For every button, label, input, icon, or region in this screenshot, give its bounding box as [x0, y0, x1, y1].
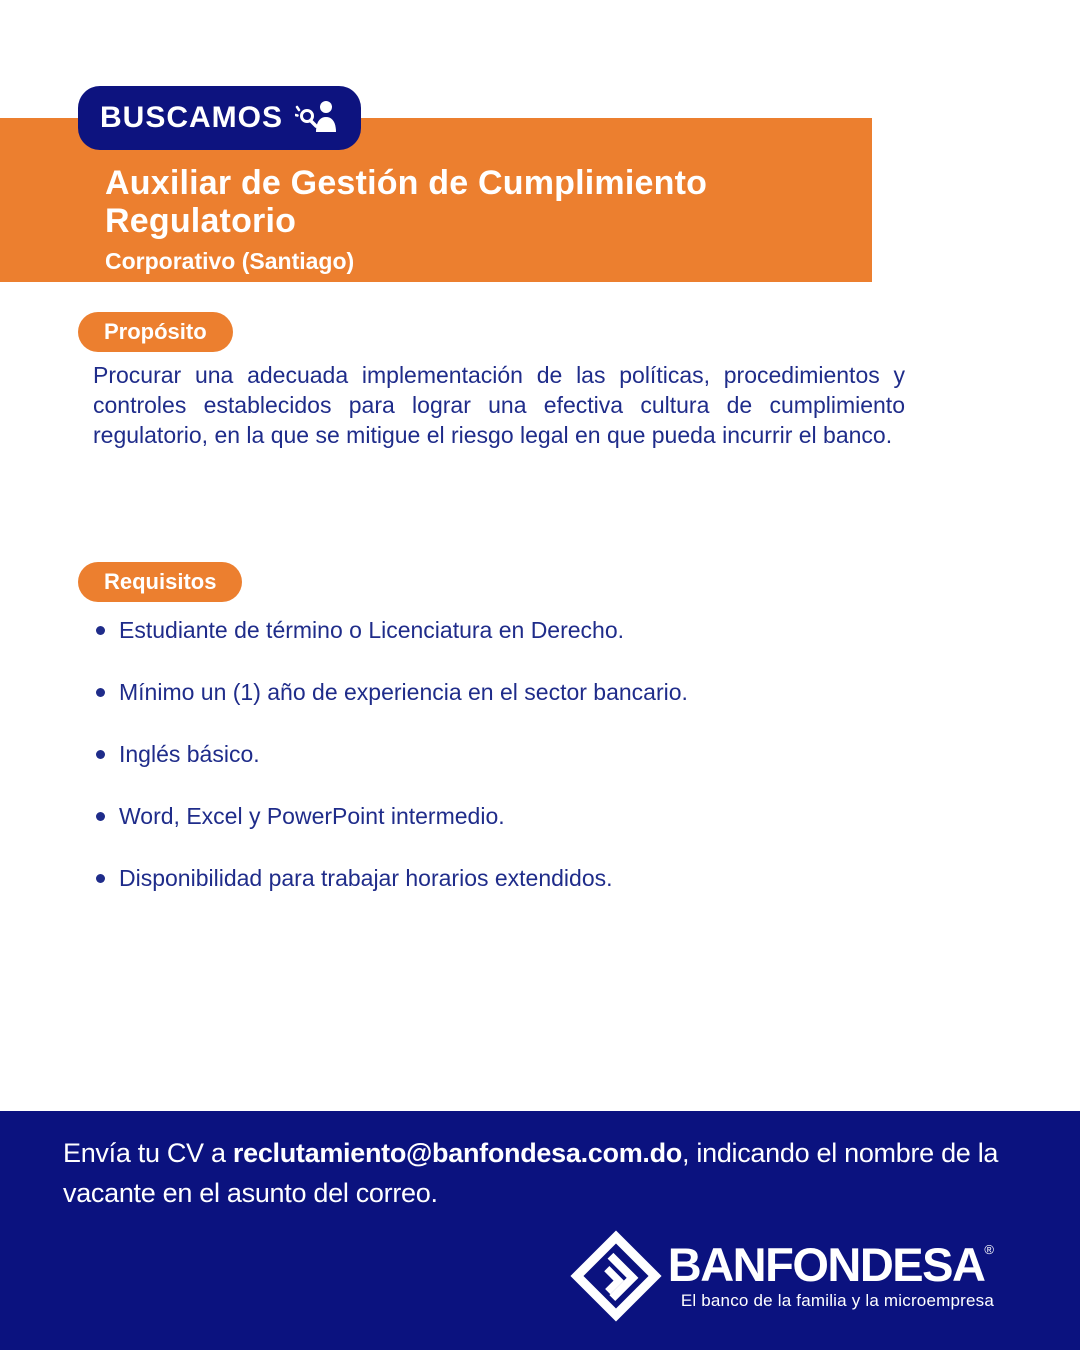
cta-suffix: , indicando el nombre de la vacante en el asunto del correo. [63, 1138, 999, 1208]
buscamos-badge [78, 86, 361, 150]
requisito-text: Estudiante de término o Licenciatura en Derecho. [119, 617, 625, 643]
apply-instructions [63, 1133, 1048, 1213]
footer [0, 1111, 1080, 1350]
list-item [96, 866, 896, 890]
cta-prefix: Envía tu CV a [63, 1138, 233, 1168]
requisitos-list [96, 618, 896, 928]
list-item [96, 618, 896, 642]
bullet-icon [96, 688, 105, 697]
bullet-icon [96, 874, 105, 883]
banfondesa-diamond-icon [570, 1230, 662, 1322]
bullet-icon [96, 750, 105, 759]
proposito-label: Propósito [104, 319, 207, 344]
requisitos-pill [78, 562, 242, 602]
proposito-text: Procurar una adecuada implementación de las políticas, procedimientos y controles establecidos para lograr una efectiva cultura de cumplimiento regulatorio, en la que se mitigue el riesgo legal en que pueda incurrir el banco. [93, 362, 905, 448]
requisito-text: Disponibilidad para trabajar horarios extendidos. [119, 865, 613, 891]
bullet-icon [96, 626, 105, 635]
logo-wordmark: BANFONDESA [667, 1238, 985, 1291]
bullet-icon [96, 812, 105, 821]
logo-text-block [667, 1238, 994, 1311]
buscamos-label: BUSCAMOS [100, 101, 284, 134]
registered-mark: ® [984, 1242, 994, 1257]
logo-tagline: El banco de la familia y la microempresa [680, 1291, 994, 1310]
proposito-pill [78, 312, 233, 352]
logo-wordmark-row [667, 1238, 994, 1291]
person-search-icon [295, 98, 339, 139]
banfondesa-logo [570, 1230, 994, 1322]
list-item [96, 742, 896, 766]
requisito-text: Word, Excel y PowerPoint intermedio. [119, 803, 505, 829]
list-item [96, 804, 896, 828]
recruitment-email[interactable]: reclutamiento@banfondesa.com.do [232, 1138, 682, 1168]
list-item [96, 680, 896, 704]
job-title: Auxiliar de Gestión de Cumplimiento Regulatorio [105, 164, 708, 240]
job-location: Corporativo (Santiago) [105, 248, 355, 274]
requisitos-label: Requisitos [104, 569, 217, 594]
requisito-text: Mínimo un (1) año de experiencia en el sector bancario. [119, 679, 688, 705]
requisito-text: Inglés básico. [119, 741, 260, 767]
